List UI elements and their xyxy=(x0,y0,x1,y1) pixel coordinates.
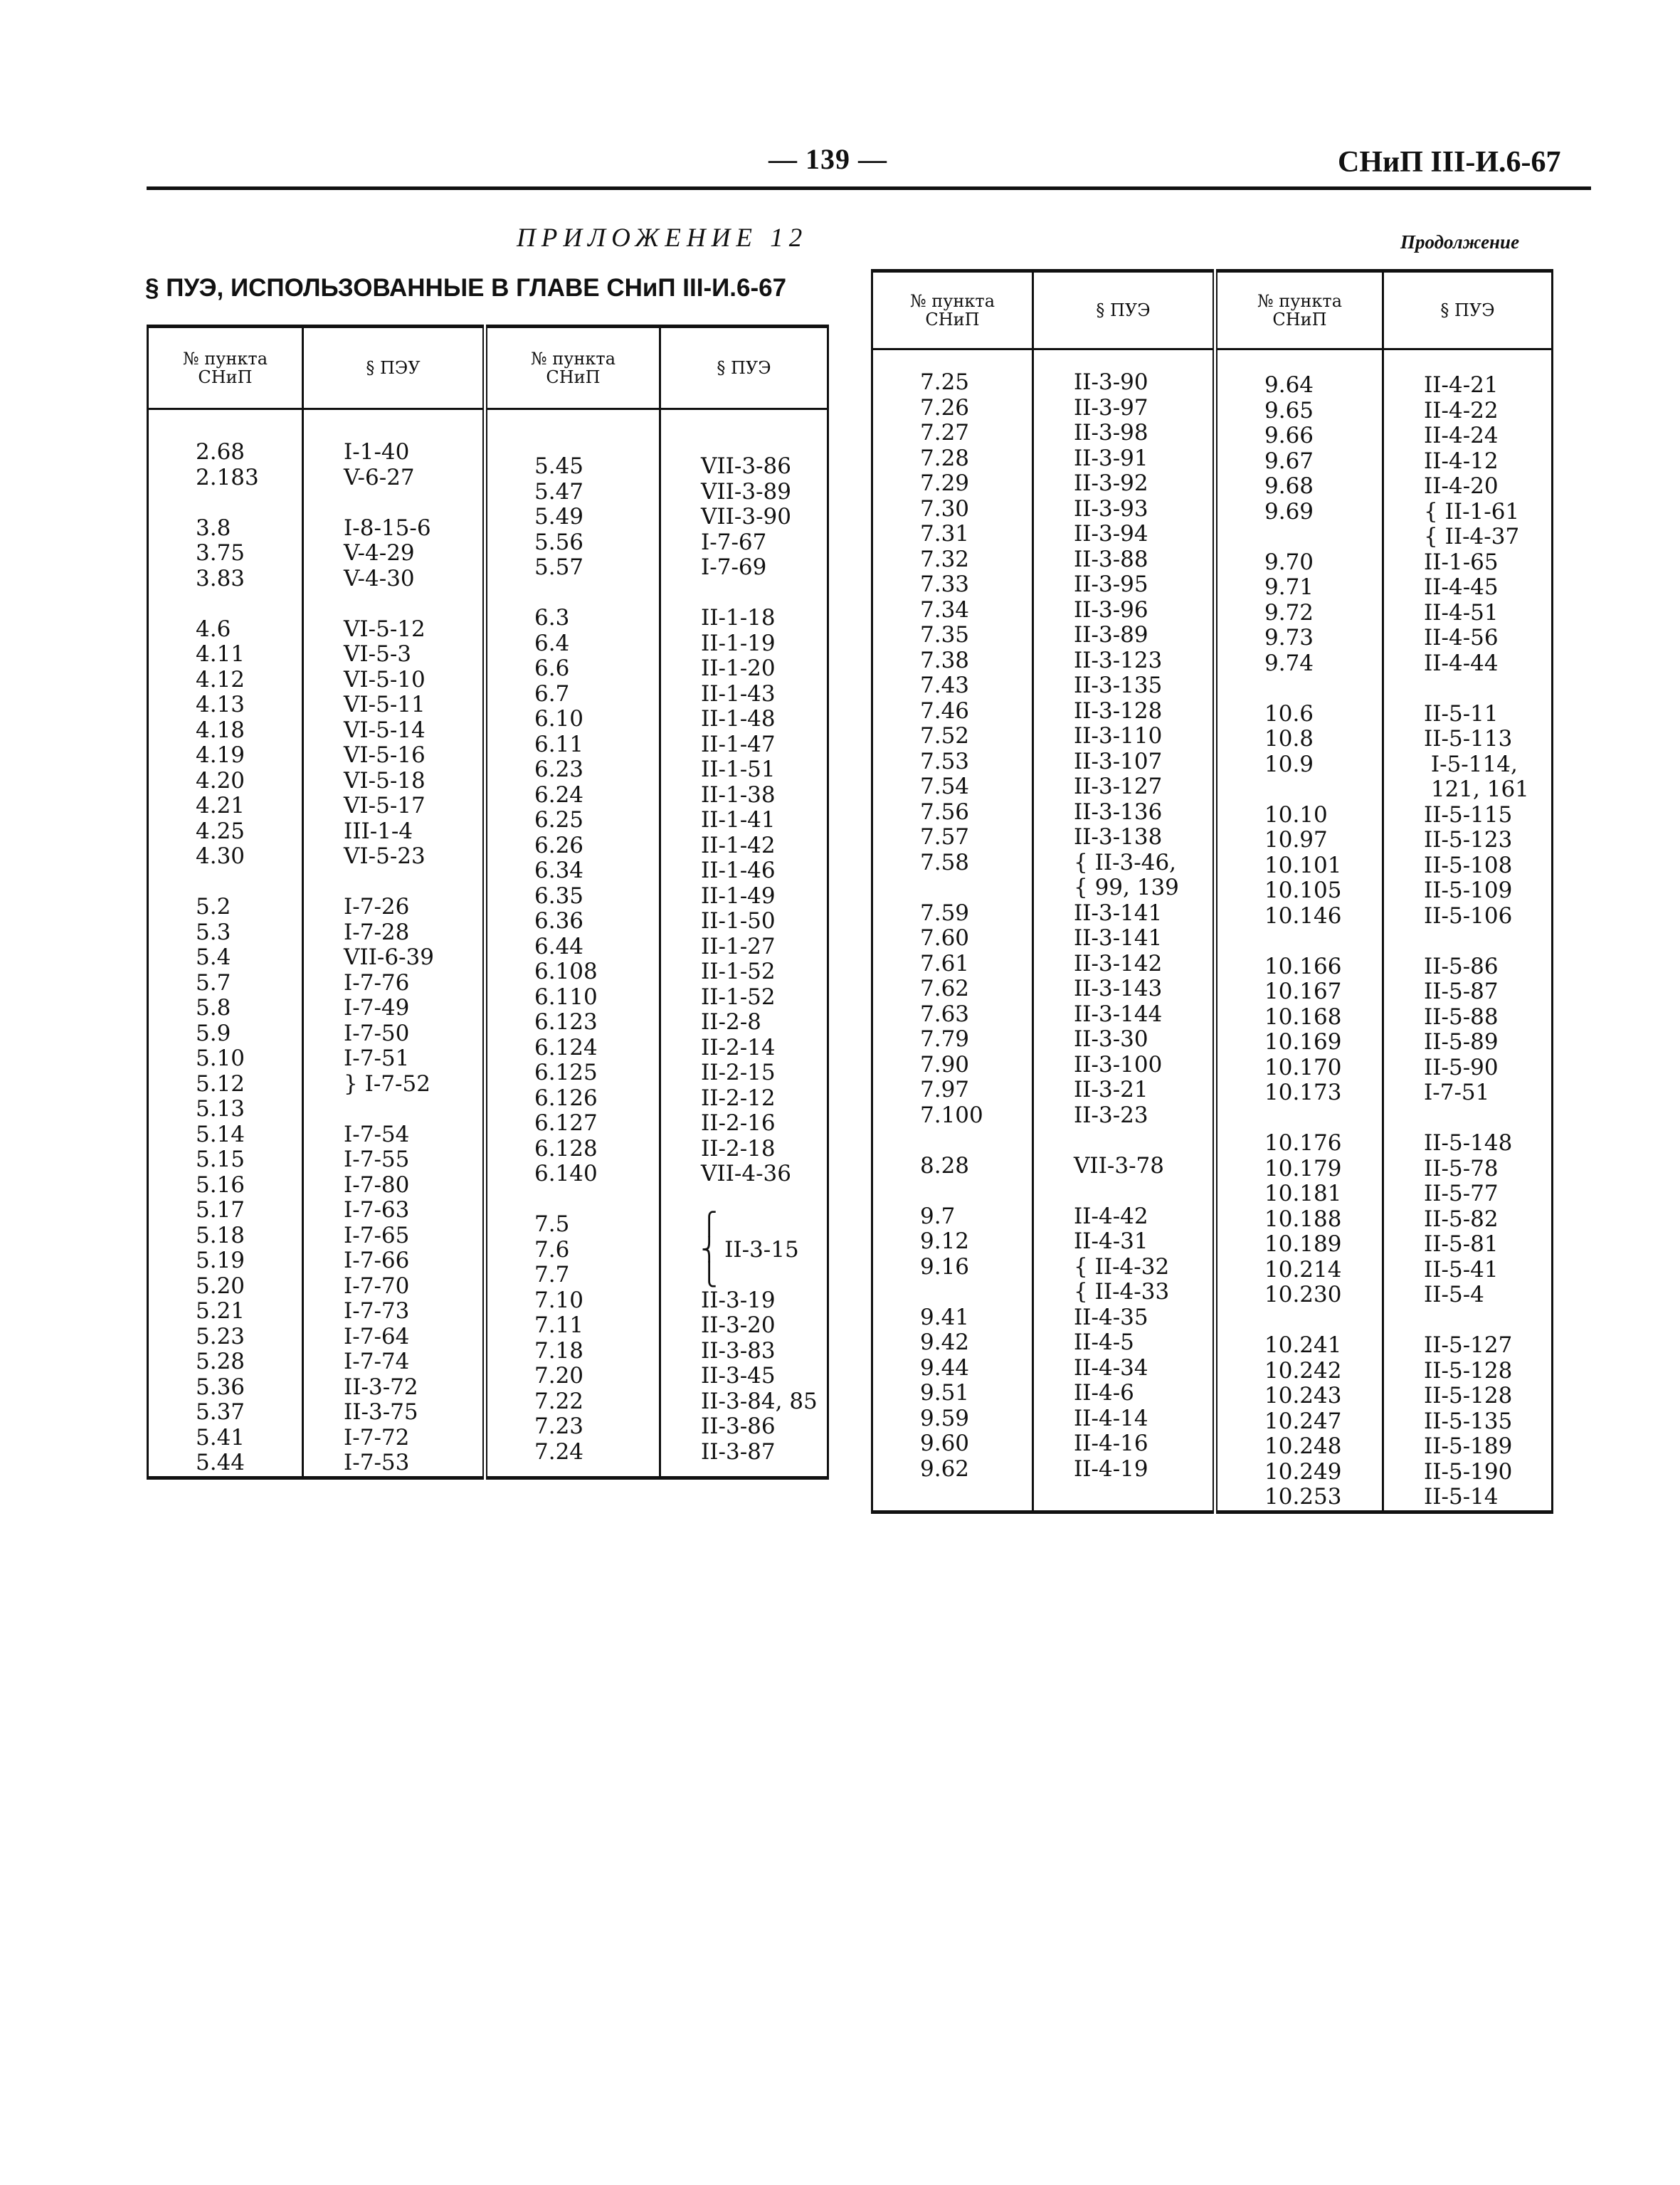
right-col-pue-2: II-4-21 II-4-22 II-4-24 II-4-12 II-4-20 { II-1-61 { II-4-37 II-1-65 II-4-45 II-4-51 II-4-56 II-4-44 II-5-11 II-5-113 I-5-114, 121, 161 II-5-115 II-5-123 II-5-108 II-5-109 II-5-106 II-5-86 II-5-87 II-5-88 II-5-89 II-5-90 I-7-51 II-5-148 II-5-78 II-5-77 II-5-82 II-5-81 II-5-41 II-5-4 II-5-127 II-5-128 II-5-128 II-5-135 II-5-189 II-5-190 II-5-14 xyxy=(1424,372,1529,1510)
appendix-subtitle: § ПУЭ, ИСПОЛЬЗОВАННЫЕ В ГЛАВЕ СНиП III-И.6-67 xyxy=(145,274,787,302)
right-col-pue-1: II-3-90 II-3-97 II-3-98 II-3-91 II-3-92 II-3-93 II-3-94 II-3-88 II-3-95 II-3-96 II-3-89 II-3-123 II-3-135 II-3-128 II-3-110 II-3-107 II-3-127 II-3-136 II-3-138 { II-3-46, { 99, 139 II-3-141 II-3-141 II-3-142 II-3-143 II-3-144 II-3-30 II-3-100 II-3-21 II-3-23 VII-3-78 II-4-42 II-4-31 { II-4-32 { II-4-33 II-4-35 II-4-5 II-4-34 II-4-6 II-4-14 II-4-16 II-4-19 xyxy=(1074,369,1179,1482)
continued-label: Продолжение xyxy=(1400,231,1520,253)
left-col-pue: VII-3-86 VII-3-89 VII-3-90 I-7-67 I-7-69 II-1-18 II-1-19 II-1-20 II-1-43 II-1-48 II-1-47 II-1-51 II-1-38 II-1-41 II-1-42 II-1-46 II-1-49 II-1-50 II-1-27 II-1-52 II-1-52 II-2-8 II-2-14 II-2-15 II-2-12 II-2-16 II-2-18 VII-4-36 ⎧ ⎨ II-3-15 ⎩ II-3-19 II-3-20 II-3-83 II-3-45 II-3-84, 85 II-3-86 II-3-87 xyxy=(701,453,818,1465)
left-col-snip-2: 5.45 5.47 5.49 5.56 5.57 6.3 6.4 6.6 6.7 6.10 6.11 6.23 6.24 6.25 6.26 6.34 6.35 6.36 6.44 6.108 6.110 6.123 6.124 6.125 6.126 6.127 6.128 6.140 7.5 7.6 7.7 7.10 7.11 7.18 7.20 7.22 7.23 7.24 xyxy=(534,453,598,1465)
right-table xyxy=(871,269,1553,1514)
right-col-snip-1: 7.25 7.26 7.27 7.28 7.29 7.30 7.31 7.32 7.33 7.34 7.35 7.38 7.43 7.46 7.52 7.53 7.54 7.56 7.57 7.58 7.59 7.60 7.61 7.62 7.63 7.79 7.90 7.97 7.100 8.28 9.7 9.12 9.16 9.41 9.42 9.44 9.51 9.59 9.60 9.62 xyxy=(920,369,983,1482)
right-col-snip-2: 9.64 9.65 9.66 9.67 9.68 9.69 9.70 9.71 9.72 9.73 9.74 10.6 10.8 10.9 10.10 10.97 10.101 10.105 10.146 10.166 10.167 10.168 10.169 10.170 10.173 10.176 10.179 10.181 10.188 10.189 10.214 10.230 10.241 10.242 10.243 10.247 10.248 10.249 10.253 xyxy=(1264,372,1342,1510)
left-header-peu: § ПЭУ xyxy=(303,327,485,409)
left-table xyxy=(147,325,829,1480)
header-rule xyxy=(147,186,1591,190)
page-number: — 139 — xyxy=(768,143,887,175)
right-header-snip-2: № пункта СНиП xyxy=(1215,271,1383,349)
left-col-peu: I-1-40 V-6-27 I-8-15-6 V-4-29 V-4-30 VI-5-12 VI-5-3 VI-5-10 VI-5-11 VI-5-14 VI-5-16 VI-5-18 VI-5-17 III-1-4 VI-5-23 I-7-26 I-7-28 VII-6-39 I-7-76 I-7-49 I-7-50 I-7-51 } I-7-52 I-7-54 I-7-55 I-7-80 I-7-63 I-7-65 I-7-66 I-7-70 I-7-73 I-7-64 I-7-74 II-3-72 II-3-75 I-7-72 I-7-53 xyxy=(344,439,434,1475)
left-header-pue: § ПУЭ xyxy=(660,327,828,409)
left-header-snip-1: № пункта СНиП xyxy=(148,327,303,409)
document-code: СНиП III-И.6-67 xyxy=(1338,146,1561,179)
left-col-snip-1: 2.68 2.183 3.8 3.75 3.83 4.6 4.11 4.12 4.13 4.18 4.19 4.20 4.21 4.25 4.30 5.2 5.3 5.4 5.7 5.8 5.9 5.10 5.12 5.13 5.14 5.15 5.16 5.17 5.18 5.19 5.20 5.21 5.23 5.28 5.36 5.37 5.41 5.44 xyxy=(196,439,259,1475)
appendix-title: ПРИЛОЖЕНИЕ 12 xyxy=(517,223,808,253)
right-header-snip-1: № пункта СНиП xyxy=(872,271,1033,349)
right-header-pue-2: § ПУЭ xyxy=(1383,271,1553,349)
right-header-pue-1: § ПУЭ xyxy=(1033,271,1215,349)
left-header-snip-2: № пункта СНиП xyxy=(485,327,660,409)
